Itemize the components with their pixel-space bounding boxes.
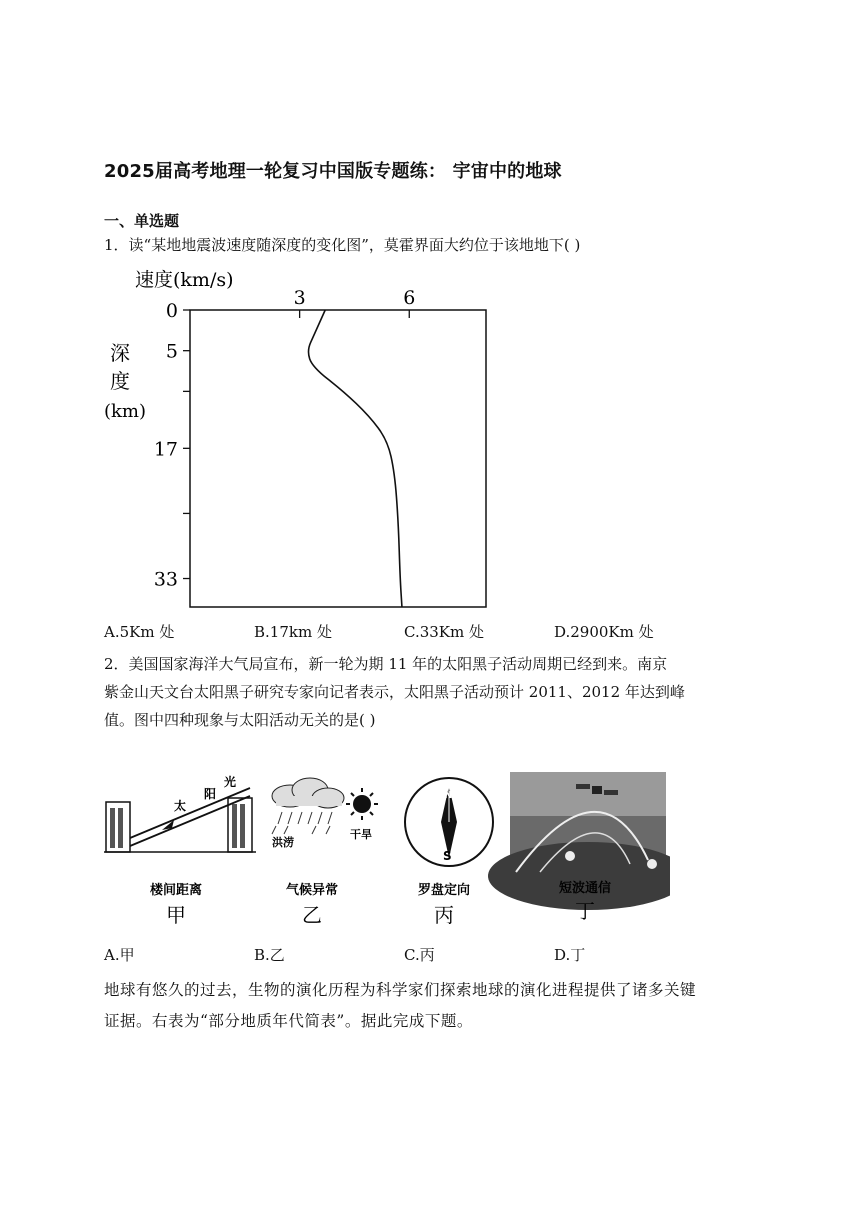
- intro-line-1: 地球有悠久的过去，生物的演化历程为科学家们探索地球的演化进程提供了诸多关键: [104, 981, 697, 999]
- y-tick-label: 0: [165, 300, 178, 322]
- panel-compass: [405, 778, 493, 927]
- y-tick-label: 33: [153, 568, 178, 591]
- intro-paragraph: [104, 975, 756, 1037]
- q1-option-d[interactable]: D.2900Km 处: [554, 623, 654, 641]
- y-tick-label: 17: [153, 438, 178, 461]
- chart-plot-area: [154, 287, 486, 607]
- cloud-icon: [272, 778, 344, 808]
- chart-ylabel-2: 度: [110, 369, 130, 393]
- q2-option-a[interactable]: A.甲: [104, 946, 135, 964]
- panel-shortwave: [488, 772, 670, 923]
- question-1-stem: 1．读“某地地震波速度随深度的变化图”，莫霍界面大约位于该地地下( ): [104, 236, 581, 254]
- question-2-line-1: 2．美国国家海洋大气局宣布，新一轮为期 11 年的太阳黑子活动周期已经到来。南京: [104, 655, 668, 673]
- document-title: 2025届高考地理一轮复习中国版专题练： 宇宙中的地球: [104, 161, 562, 182]
- question-1-options: [104, 621, 754, 643]
- question-2-line-2: 紫金山天文台太阳黑子研究专家向记者表示，太阳黑子活动预计 2011、2012 年达到峰: [104, 683, 685, 701]
- panel-climate-anomaly: [272, 778, 378, 927]
- letter-jia: 甲: [166, 903, 186, 927]
- question-2-options: [104, 944, 754, 966]
- q2-option-d[interactable]: D.丁: [554, 946, 586, 964]
- sunlight-label-3: 光: [224, 775, 237, 789]
- letter-ding: 丁: [575, 899, 595, 923]
- velocity-curve: [309, 310, 402, 607]
- sun-icon: [346, 788, 378, 820]
- q2-option-c[interactable]: C.丙: [404, 946, 435, 964]
- panel-building-spacing: [104, 774, 256, 927]
- x-tick-label: 6: [403, 287, 416, 309]
- chart-ylabel-3: (km): [104, 401, 147, 422]
- y-tick-label: 5: [165, 340, 178, 363]
- caption-building-spacing: 楼间距离: [149, 883, 203, 898]
- q2-option-b[interactable]: B.乙: [254, 946, 285, 964]
- seismic-velocity-chart: [100, 262, 500, 614]
- sunlight-label-2: 阳: [204, 787, 217, 801]
- sunlight-label-1: 太: [174, 799, 187, 813]
- intro-line-2: 证据。右表为“部分地质年代简表”。据此完成下题。: [104, 1012, 473, 1030]
- letter-bing: 丙: [434, 903, 454, 927]
- compass-south: S: [443, 849, 452, 863]
- caption-shortwave: 短波通信: [558, 881, 612, 896]
- chart-frame: [190, 310, 486, 607]
- drought-label: 干旱: [350, 828, 372, 841]
- letter-yi: 乙: [302, 903, 322, 927]
- q1-option-c[interactable]: C.33Km 处: [404, 623, 484, 641]
- section-heading: 一、单选题: [104, 212, 180, 230]
- compass-north: N: [444, 790, 453, 801]
- question-2-stem: [104, 650, 756, 734]
- q1-option-a[interactable]: A.5Km 处: [104, 623, 175, 641]
- chart-ylabel-1: 深: [110, 341, 130, 365]
- rain-icon: [272, 812, 332, 834]
- x-tick-label: 3: [293, 287, 306, 309]
- question-2-line-3: 值。图中四种现象与太阳活动无关的是( ): [104, 711, 376, 729]
- solar-activity-figure: [100, 768, 670, 934]
- chart-title: 速度(km/s): [135, 269, 234, 291]
- flood-label: 洪涝: [272, 836, 294, 849]
- caption-climate-anomaly: 气候异常: [285, 883, 339, 898]
- q1-option-b[interactable]: B.17km 处: [254, 623, 332, 641]
- caption-compass: 罗盘定向: [417, 883, 471, 898]
